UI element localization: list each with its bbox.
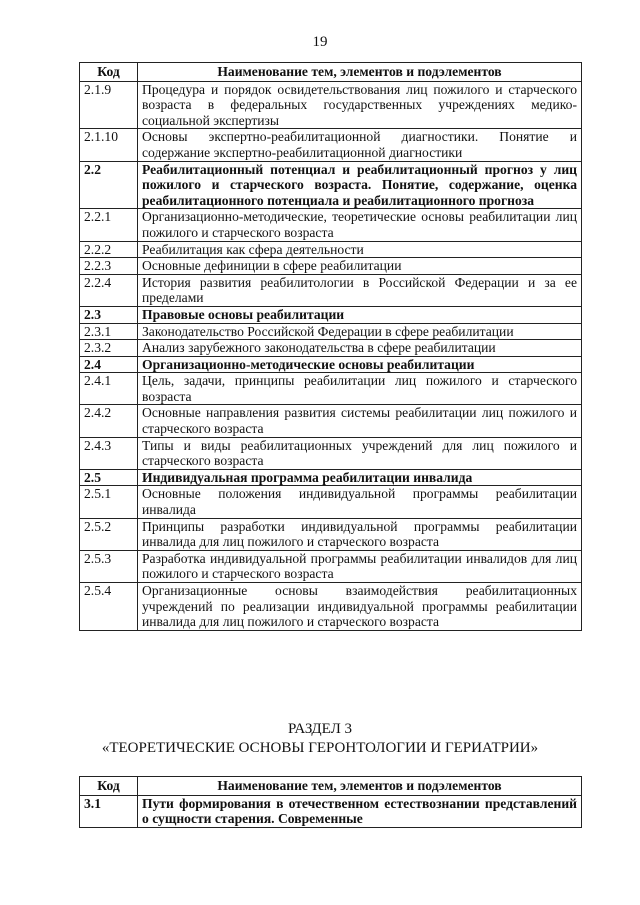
table-row: [80, 795, 582, 827]
header-title: Наименование тем, элементов и подэлементов: [138, 63, 582, 82]
section3-topics-table: [79, 776, 582, 828]
table-row: [80, 161, 582, 209]
topic-title: Индивидуальная программа реабилитации инвалида: [138, 469, 582, 486]
topic-title: Процедура и порядок освидетельствования лиц пожилого и старческого возраста в федеральных государственных учреждениях медико-социальной экспертизы: [138, 81, 582, 129]
topic-title: Цель, задачи, принципы реабилитации лиц пожилого и старческого возраста: [138, 373, 582, 405]
header-code: Код: [80, 777, 138, 796]
table-row: [80, 340, 582, 357]
topic-title: Типы и виды реабилитационных учреждений для лиц пожилого и старческого возраста: [138, 437, 582, 469]
table-row: [80, 129, 582, 161]
section-number: РАЗДЕЛ 3: [287, 721, 353, 737]
table-row: [80, 356, 582, 373]
table-row: [80, 241, 582, 258]
table-row: [80, 323, 582, 340]
topic-title: Разработка индивидуальной программы реабилитации инвалидов для лиц пожилого и старческого возраста: [138, 550, 582, 582]
topic-code: 2.2.2: [80, 241, 138, 258]
topic-code: 2.3: [80, 306, 138, 323]
topic-title: Организационно-методические, теоретические основы реабилитации лиц пожилого и старческого возраста: [138, 209, 582, 241]
topic-code: 2.2.4: [80, 274, 138, 306]
table-row: [80, 405, 582, 437]
topic-code: 2.1.10: [80, 129, 138, 161]
topic-code: 2.1.9: [80, 81, 138, 129]
topic-code: 2.4.1: [80, 373, 138, 405]
topic-code: 2.5.3: [80, 550, 138, 582]
topic-code: 2.4.2: [80, 405, 138, 437]
topic-title: Реабилитационный потенциал и реабилитационный прогноз у лиц пожилого и старческого возраста. Понятие, содержание, оценка реабилитационного потенциала и реабилитационного прогноза: [138, 161, 582, 209]
table-row: [80, 518, 582, 550]
table-header-row: [80, 63, 582, 82]
topic-code: 2.4.3: [80, 437, 138, 469]
topic-title: Основные положения индивидуальной программы реабилитации инвалида: [138, 486, 582, 518]
topic-title: Основы экспертно-реабилитационной диагностики. Понятие и содержание экспертно-реабилитационной диагностики: [138, 129, 582, 161]
topic-title: Организационные основы взаимодействия реабилитационных учреждений по реализации индивидуальной программы реабилитации инвалида для лиц пожилого и старческого возраста: [138, 583, 582, 631]
topic-title: Основные дефиниции в сфере реабилитации: [138, 258, 582, 275]
table-row: [80, 209, 582, 241]
topic-title: Реабилитация как сфера деятельности: [138, 241, 582, 258]
topic-code: 2.3.1: [80, 323, 138, 340]
section-title: «ТЕОРЕТИЧЕСКИЕ ОСНОВЫ ГЕРОНТОЛОГИИ И ГЕРИАТРИИ»: [101, 740, 539, 756]
topic-code: 2.5.2: [80, 518, 138, 550]
header-code: Код: [80, 63, 138, 82]
table-row: [80, 469, 582, 486]
topics-table: [79, 62, 582, 631]
table-row: [80, 306, 582, 323]
table-row: [80, 583, 582, 631]
topic-title: Пути формирования в отечественном естествознании представлений о сущности старения. Современные: [138, 795, 582, 827]
table-row: [80, 437, 582, 469]
topic-code: 2.5.4: [80, 583, 138, 631]
topic-code: 3.1: [80, 795, 138, 827]
table-row: [80, 81, 582, 129]
page-number: 19: [312, 34, 328, 50]
table-header-row: [80, 777, 582, 796]
topic-title: Организационно-методические основы реабилитации: [138, 356, 582, 373]
topic-code: 2.2: [80, 161, 138, 209]
header-title: Наименование тем, элементов и подэлементов: [138, 777, 582, 796]
topic-title: Основные направления развития системы реабилитации лиц пожилого и старческого возраста: [138, 405, 582, 437]
table-row: [80, 373, 582, 405]
topics-table-body: [80, 81, 582, 630]
section3-topics-table-body: [80, 795, 582, 827]
table-row: [80, 550, 582, 582]
topic-code: 2.2.3: [80, 258, 138, 275]
table-row: [80, 486, 582, 518]
table-row: [80, 274, 582, 306]
topic-code: 2.4: [80, 356, 138, 373]
topic-title: Законодательство Российской Федерации в сфере реабилитации: [138, 323, 582, 340]
topic-code: 2.5: [80, 469, 138, 486]
topic-code: 2.3.2: [80, 340, 138, 357]
topic-code: 2.5.1: [80, 486, 138, 518]
topic-title: Анализ зарубежного законодательства в сфере реабилитации: [138, 340, 582, 357]
topic-title: Правовые основы реабилитации: [138, 306, 582, 323]
topic-title: История развития реабилитологии в Российской Федерации и за ее пределами: [138, 274, 582, 306]
topic-title: Принципы разработки индивидуальной программы реабилитации инвалида для лиц пожилого и старческого возраста: [138, 518, 582, 550]
topic-code: 2.2.1: [80, 209, 138, 241]
table-row: [80, 258, 582, 275]
